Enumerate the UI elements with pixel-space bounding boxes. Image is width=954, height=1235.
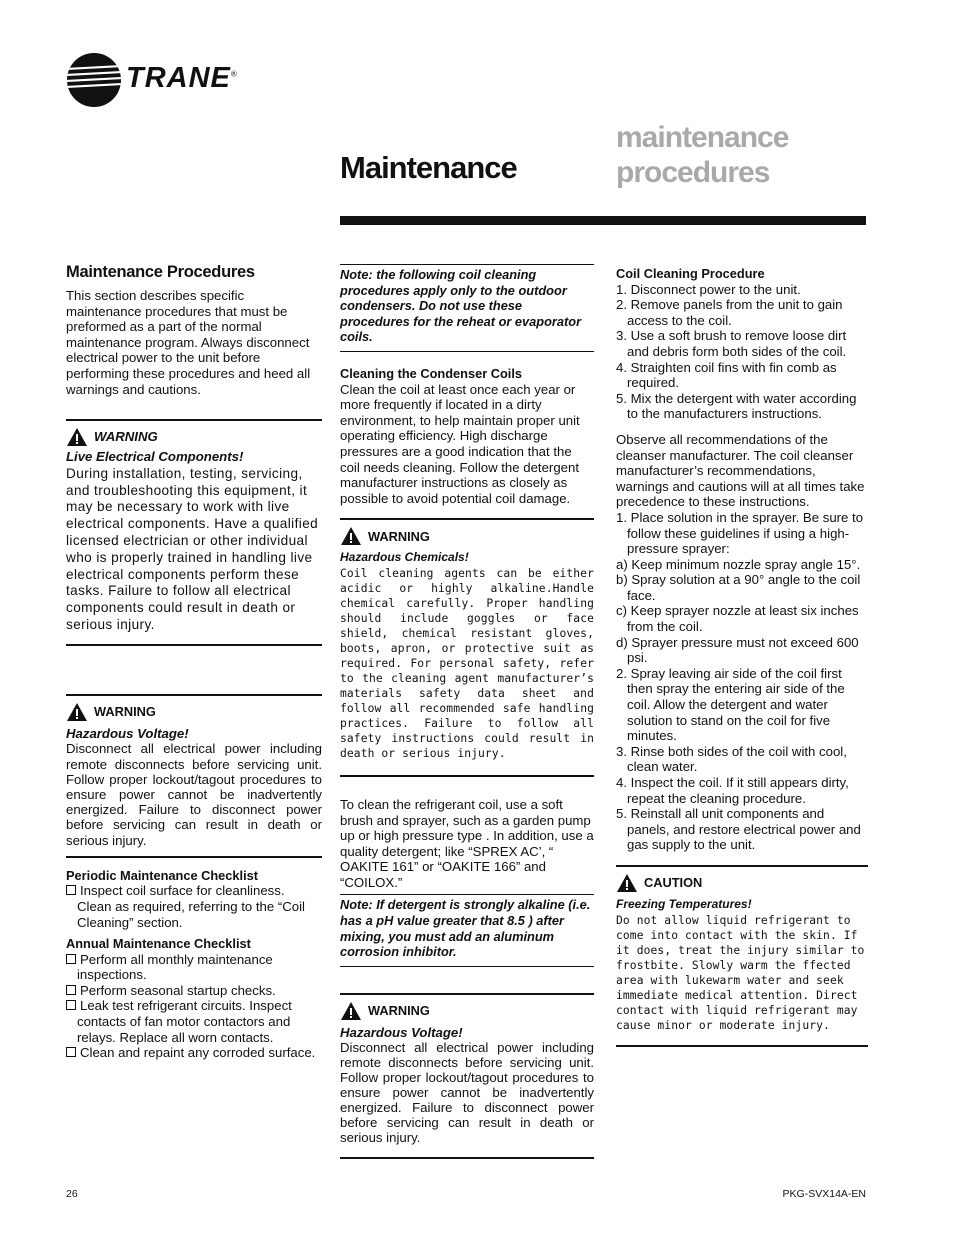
divider — [340, 966, 594, 967]
divider — [66, 644, 322, 646]
procedure-step: a) Keep minimum nozzle spray angle 15°. — [616, 556, 861, 572]
subsection-title: Coil Cleaning Procedure — [616, 266, 765, 281]
caution-title: Freezing Temperatures! — [616, 896, 752, 911]
warning-header — [66, 702, 322, 722]
caution-header — [616, 873, 868, 893]
warning-label: WARNING — [368, 528, 430, 544]
checkbox-icon — [66, 985, 76, 995]
procedure-step: 4. Straighten coil fins with fin comb as required. — [616, 359, 837, 391]
divider — [616, 1045, 868, 1047]
paragraph: To clean the refrigerant coil, use a soft brush and sprayer, such as a garden pump up or high pressure type . In addition, use a quality detergent; like “SPREX AC’, “ OAKITE 161” or “OAKITE 166” and “COILOX.” — [340, 796, 594, 890]
procedure-step: 3. Use a soft brush to remove loose dirt and debris form both sides of the coil. — [616, 328, 847, 359]
warning-title: Live Electrical Components! — [66, 449, 244, 465]
column-3 — [616, 266, 868, 1047]
divider — [66, 419, 322, 421]
warning-triangle-icon — [616, 873, 638, 893]
warning-label: WARNING — [94, 429, 158, 445]
procedure-step: 1. Disconnect power to the unit. — [616, 281, 801, 297]
procedure-step: 4. Inspect the coil. If it still appears dirty, repeat the cleaning procedure. — [616, 775, 849, 806]
procedure-step: c) Keep sprayer nozzle at least six inches from the coil. — [616, 603, 859, 635]
paragraph: Observe all recommendations of the cleanser manufacturer. The coil cleanser manufacturer’s recommendations, warnings and cautions will at all times take precedence to these instructions. — [616, 431, 865, 510]
brand-name: TRANE® — [126, 62, 238, 94]
checkbox-icon — [66, 1000, 76, 1010]
title-rule — [340, 216, 866, 225]
warning-body: During installation, testing, servicing, and troubleshooting this equipment, it may be necessary to work with live electrical components. Have a qualified licensed electrician or other individual who is properly trained in handling live electrical components perform these tasks. Failure to follow all electrical components could result in death or serious injury. — [66, 465, 319, 632]
divider — [66, 856, 322, 858]
caution-label: CAUTION — [644, 875, 703, 891]
checkbox-icon — [66, 954, 76, 964]
divider — [340, 775, 594, 777]
procedure-step: 3. Rinse both sides of the coil with cool, clean water. — [616, 743, 847, 775]
subsection-title: Cleaning the Condenser Coils — [340, 365, 523, 381]
divider — [340, 518, 594, 520]
section-heading: Maintenance Procedures — [66, 263, 255, 281]
warning-title: Hazardous Chemicals! — [340, 550, 469, 565]
checklist-item: Perform seasonal startup checks. — [66, 983, 322, 999]
warning-label: WARNING — [368, 1003, 430, 1019]
warning-header — [66, 427, 322, 447]
column-1 — [66, 262, 322, 1061]
warning-triangle-icon — [66, 427, 88, 447]
divider — [340, 993, 594, 995]
checkbox-icon — [66, 1047, 76, 1057]
checklist-item: Leak test refrigerant circuits. Inspect contacts of fan motor contactors and relays. Replace all worn contacts. — [66, 998, 322, 1045]
checklist-item: Inspect coil surface for cleanliness. Clean as required, referring to the “Coil Cleaning” section. — [66, 883, 322, 930]
divider — [616, 865, 868, 867]
document-id: PKG-SVX14A-EN — [782, 1188, 866, 1200]
column-2 — [340, 264, 594, 1159]
warning-title: Hazardous Voltage! — [340, 1024, 463, 1040]
warning-triangle-icon — [340, 1001, 362, 1021]
checklist-title: Periodic Maintenance Checklist — [66, 867, 259, 883]
periodic-checklist — [66, 883, 322, 930]
divider — [340, 264, 594, 265]
checkbox-icon — [66, 885, 76, 895]
warning-body: Disconnect all electrical power including remote disconnects before servicing unit. Follow proper lockout/tagout procedures to ensure power cannot be inadvertently energized. Failure to disconnect power before servicing can result in death or serious injury. — [340, 1040, 594, 1146]
spray-steps — [616, 510, 868, 853]
checklist-item: Perform all monthly maintenance inspections. — [66, 952, 322, 983]
procedure-step: 5. Mix the detergent with water according to the manufacturers instructions. — [616, 390, 857, 422]
section-title: maintenance procedures — [616, 121, 789, 189]
procedure-steps — [616, 282, 868, 422]
warning-title: Hazardous Voltage! — [66, 725, 189, 741]
warning-label: WARNING — [94, 703, 156, 719]
intro-paragraph: This section describes specific maintenance procedures that must be preformed as a part of the normal maintenance program. Always disconnect electrical power to the unit before performing these procedures and heed all warnings and cautions. — [66, 288, 311, 397]
checklist-item: Clean and repaint any corroded surface. — [66, 1045, 322, 1061]
checklist-title: Annual Maintenance Checklist — [66, 936, 251, 952]
warning-header — [340, 1001, 594, 1021]
warning-body: Disconnect all electrical power including remote disconnects before servicing unit. Follow proper lockout/tagout procedures to ensure power cannot be inadvertently energized. Failure to disconnect power before servicing can result in death or serious injury. — [66, 741, 322, 848]
warning-triangle-icon — [340, 526, 362, 546]
page-number: 26 — [66, 1188, 78, 1200]
note: Note: the following coil cleaning procedures apply only to the outdoor condensers. Do not use these procedures for the reheat or evaporator coils. — [340, 267, 582, 345]
divider — [66, 694, 322, 696]
warning-body: Coil cleaning agents can be either acidic or highly alkaline.Handle chemical carefully. Proper handling should include goggles or face shield, chemical resistant gloves, boots, apron, or protective suit as required. For personal safety, refer to the cleaning agent manufacturer’s materials safety data sheet and follow all recommended safe handling practices. Failure to follow all safety instructions could result in death or serious injury. — [340, 566, 594, 760]
divider — [340, 1157, 594, 1159]
procedure-step: 2. Spray leaving air side of the coil first then spray the entering air side of the coil. Allow the detergent and water solution to stand on the coil for five minutes. — [616, 665, 845, 744]
note: Note: If detergent is strongly alkaline (i.e. has a pH value greater that 8.5 ) after mixing, you must add an aluminum corrosion inhibitor. — [340, 897, 591, 960]
page-title: Maintenance — [340, 150, 517, 185]
procedure-step: d) Sprayer pressure must not exceed 600 psi. — [616, 634, 859, 666]
procedure-step: b) Spray solution at a 90° angle to the coil face. — [616, 572, 861, 603]
procedure-step: 5. Reinstall all unit components and panels, and restore electrical power and gas supply to the unit. — [616, 806, 861, 853]
warning-triangle-icon — [66, 702, 88, 722]
divider — [340, 351, 594, 352]
annual-checklist — [66, 952, 322, 1061]
divider — [340, 894, 594, 895]
brand-logo — [66, 52, 266, 110]
warning-header — [340, 526, 594, 546]
trane-logo-icon — [66, 52, 122, 108]
procedure-step: 2. Remove panels from the unit to gain access to the coil. — [616, 297, 843, 328]
caution-body: Do not allow liquid refrigerant to come into contact with the skin. If it does, treat the injury similar to frostbite. Slowly warm the ffected area with lukewarm water and seek immediate medical attention. Direct contact with liquid refrigerant may cause minor or moderate injury. — [616, 913, 865, 1032]
procedure-step: 1. Place solution in the sprayer. Be sure to follow these guidelines if using a high-pressure sprayer: — [616, 509, 864, 557]
paragraph: Clean the coil at least once each year or more frequently if located in a dirty environment, to help maintain proper unit operating efficiency. High discharge pressures are a good indication that the coil needs cleaning. Follow the detergent manufacturer instructions as closely as possible to avoid potential coil damage. — [340, 381, 580, 506]
